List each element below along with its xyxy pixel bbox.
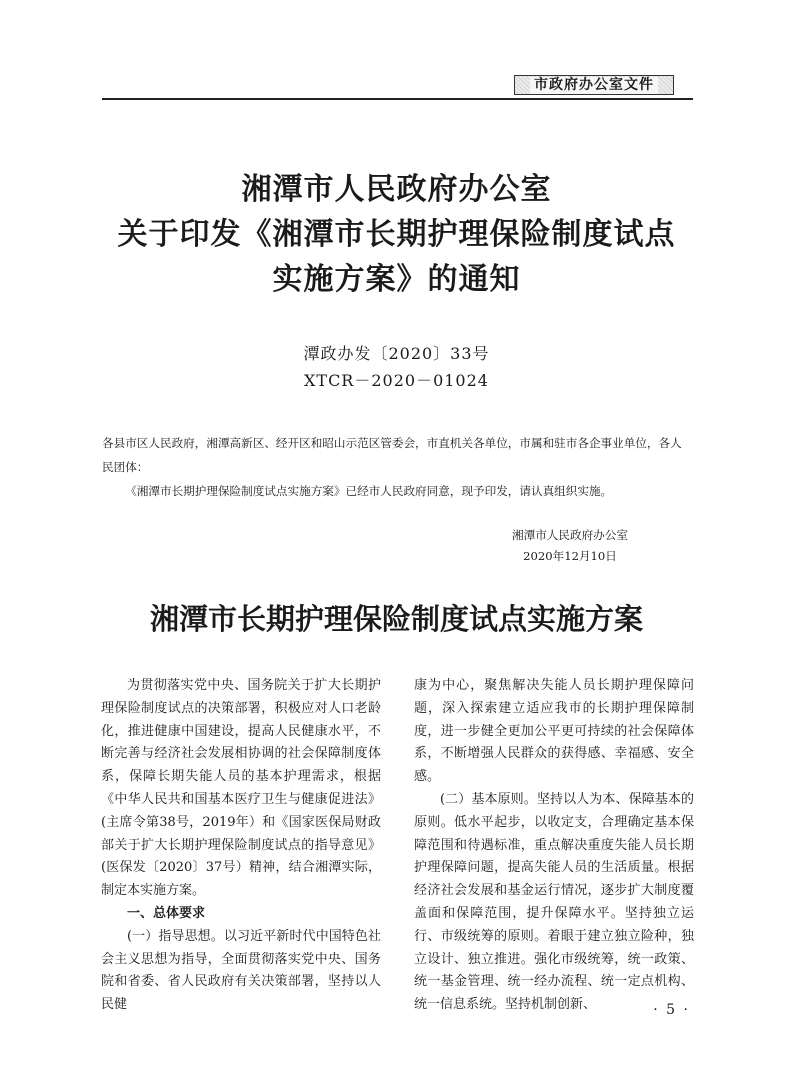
paragraph: (二）基本原则。坚持以人为本、保障基本的原则。低水平起步，以收定支，合理确定基本保障范围和待遇标准，重点解决重度失能人员长期护理保障问题，提高失能人员的生活质量。根据经济社会发展和基金运行情况，逐步扩大制度覆盖面和保障范围，提升保障水平。坚持独立运行、市级统筹的原则。着眼于建立独立险种，独立设计、独立推进。强化市级统筹，统一政策、统一基金管理、统一经办流程、统一定点机构、统一信息系统。坚持机制创新、	[414, 791, 694, 1013]
page-number: · 5 ·	[653, 1002, 690, 1018]
recipients-line: 各县市区人民政府，湘潭高新区、经开区和昭山示范区管委会，市直机关各单位，市属和驻市各企事业单位，各人民团体：	[102, 436, 682, 474]
plan-title: 湘潭市长期护理保险制度试点实施方案	[149, 602, 643, 636]
paragraph: (一）指导思想。以习近平新时代中国特色社会主义思想为指导，全面贯彻落实党中央、国务院和省委、省人民政府有关决策部署，坚持以人民健	[101, 928, 381, 1013]
registration-number: XTCR－2020－01024	[304, 371, 489, 390]
section-heading: 一、总体要求	[127, 905, 206, 921]
paragraph: 康为中心，聚焦解决失能人员长期护理保障问题，深入探索建立适应我市的长期护理保障制度，进一步健全更加公平更可持续的社会保障体系，不断增强人民群众的获得感、幸福感、安全感。	[414, 678, 694, 785]
paragraph: 为贯彻落实党中央、国务院关于扩大长期护理保险制度试点的决策部署，积极应对人口老龄化，推进健康中国建设，提高人民健康水平，不断完善与经济社会发展相协调的社会保障制度体系，保障长期失能人员的基本护理需求，根据《中华人民共和国基本医疗卫生与健康促进法》(主席令第38号，2019年）和《国家医保局财政部关于扩大长期护理保险制度试点的指导意见》(医保发〔2020〕37号）精神，结合湘潭实际，制定本实施方案。	[101, 678, 381, 899]
document-number: 潭政办发〔2020〕33号	[303, 344, 490, 363]
signature-date: 2020年12月10日	[523, 549, 617, 563]
notice-title-line-2: 关于印发《湘潭市长期护理保险制度试点	[117, 217, 676, 252]
notice-title-line-1: 湘潭市人民政府办公室	[241, 172, 552, 207]
right-column	[414, 675, 694, 1017]
signature-org: 湘潭市人民政府办公室	[512, 528, 628, 542]
left-column	[101, 675, 381, 1017]
notice-paragraph: 《湘潭市长期护理保险制度试点实施方案》已经市人民政府同意，现予印发，请认真组织实施。	[125, 484, 613, 498]
header-rule	[102, 98, 693, 100]
document-type-badge	[514, 75, 674, 95]
notice-title-line-3: 实施方案》的通知	[272, 262, 521, 297]
notice-body	[102, 431, 692, 503]
badge-label: 市政府办公室文件	[530, 77, 658, 94]
